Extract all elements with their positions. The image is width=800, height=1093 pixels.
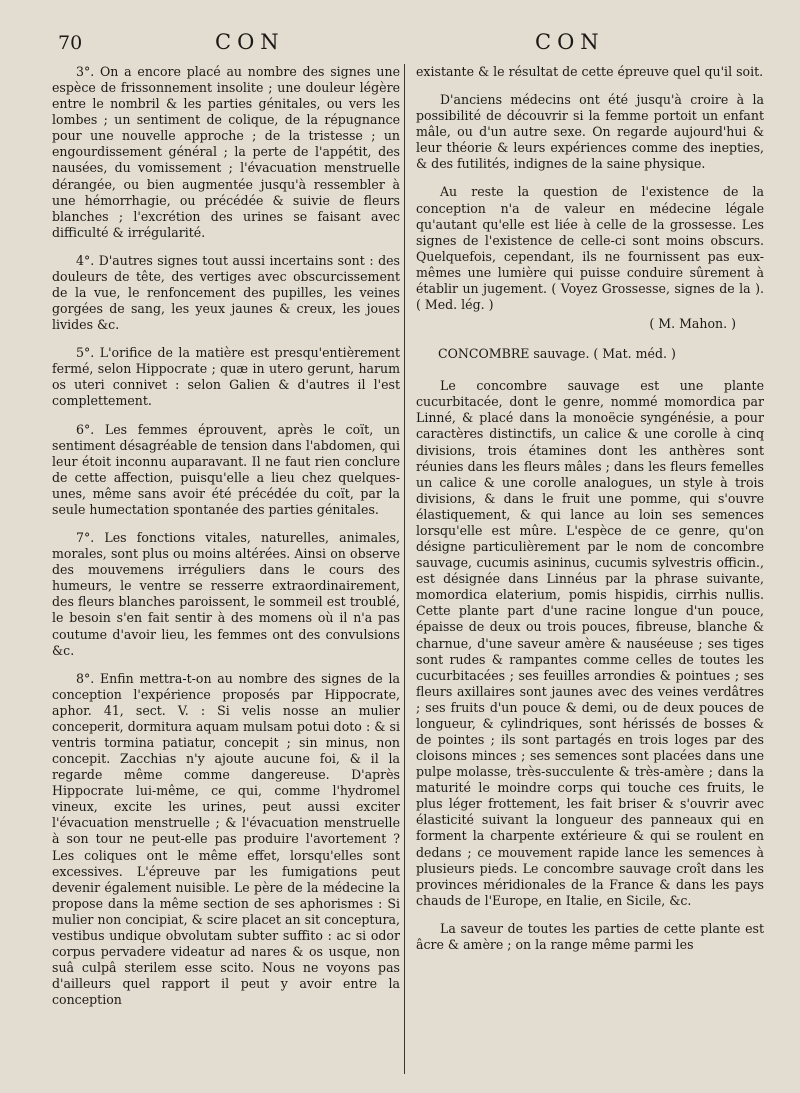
paragraph-concombre-flavor: La saveur de toutes les parties de cette plante est âcre & amère ; on la range même parmi les bbox=[416, 920, 764, 952]
paragraph-sign-4: 4°. D'autres signes tout aussi incertains sont : des douleurs de tête, des vertiges avec obscurcissement de la vue, le renfoncement des pupilles, les veines gorgées de sang, les yeux jaunes & creux, les joues livides &c. bbox=[52, 252, 400, 333]
paragraph-sign-6: 6°. Les femmes éprouvent, après le coït, un sentiment désagréable de tension dans l'abdomen, qui leur étoit inconnu auparavant. Il ne faut rien conclure de cette affection, puisqu'elle a lieu chez quelques-unes, même sans avoir été précédée du coït, par la seule humectation spontanée des parties génitales. bbox=[52, 421, 400, 517]
article-heading: CONCOMBRE sauvage. ( Mat. méd. ) bbox=[438, 346, 676, 362]
paragraph-conclusion: Au reste la question de l'existence de la conception n'a de valeur en médecine légale qu'autant qu'elle est liée à celle de la grossesse. Les signes de l'existence de celle-ci sont moins obscurs. Quelquefois, cependant, ils ne fournissent pas eux-mêmes une lumière qui puisse conduire sûrement à établir un jugement. ( Voyez Grossesse, signes de la ). ( Med. lég. ) bbox=[416, 184, 764, 313]
running-header bbox=[0, 30, 800, 60]
headword-right: CON bbox=[535, 30, 605, 54]
paragraph-continuation: existante & le résultat de cette épreuve quel qu'il soit. bbox=[416, 64, 764, 79]
paragraph-sign-7: 7°. Les fonctions vitales, naturelles, animales, morales, sont plus ou moins altérées. Ainsi on observe des mouvemens irréguliers dans le cours des humeurs, le ventre se resserre extraordinairement, des fleurs blanches paroissent, le sommeil est troublé, le besoin s'en fait sentir à des momens où il n'a pas coutume d'avoir lieu, les femmes ont des convulsions &c. bbox=[52, 530, 400, 658]
headword-left: CON bbox=[215, 30, 285, 54]
paragraph-ancient-physicians: D'anciens médecins ont été jusqu'à croire à la possibilité de découvrir si la femme portoit un enfant mâle, ou d'un autre sexe. On regarde aujourd'hui & leur théorie & leurs expériences comme des inepties, & des futilités, indignes de la saine physique. bbox=[416, 92, 764, 172]
paragraph-sign-3: 3°. On a encore placé au nombre des signes une espèce de frissonnement insolite ; une douleur légère entre le nombril & les parties génitales, ou vers les lombes ; un sentiment de colique, de la répugnance pour une nouvelle approche ; de la tristesse ; un engourdissement général ; la perte de l'appétit, des nausées, du vomissement ; l'évacuation menstruelle dérangée, ou bien augmentée jusqu'à ressembler à une hémorrhagie, ou précédée & suivie de fleurs blanches ; l'excrétion des urines se faisant avec difficulté & irrégularité. bbox=[52, 64, 400, 240]
paragraph-sign-5: 5°. L'orifice de la matière est presqu'entièrement fermé, selon Hippocrate ; quæ in utero gerunt, harum os uteri connivet : selon Galien & d'autres il l'est complettement. bbox=[52, 345, 400, 409]
paragraph-concombre-description: Le concombre sauvage est une plante cucurbitacée, dont le genre, nommé momordica par Linné, & placé dans la monoëcie syngénésie, a pour caractères distinctifs, un calice & une corolle à cinq divisions, trois étamines dont les anthères sont réunies dans les fleurs mâles ; dans les fleurs femelles un calice & une corolle analogues, un style à trois divisions, & dans le fruit une pomme, qui s'ouvre élastiquement, & qui lance au loin ses semences lorsqu'elle est mûre. L'espèce de ce genre, qu'on désigne particulièrement par le nom de concombre sauvage, cucumis asininus, cucumis sylvestris officin., est désignée dans Linnéus par la phrase suivante, momordica elaterium, pomis hispidis, cirrhis nullis. Cette plante part d'une racine longue d'un pouce, épaisse de deux ou trois pouces, fibreuse, blanche & charnue, d'une saveur amère & nauséeuse ; ses tiges sont rudes & rampantes comme celles de toutes les cucurbitacées ; ses feuilles arrondies & pointues ; ses fleurs axillaires sont jaunes avec des veines verdâtres ; ses fruits d'un pouce & demi, ou de deux pouces de longueur, & cylindriques, sont hérissés de bosses & de pointes ; ils sont partagés en trois loges par des cloisons minces ; ses semences sont placées dans une pulpe molasse, très-succulente & très-amère ; dans la maturité le moindre corps qui touche ces fruits, le plus léger frottement, les fait briser & s'ouvrir avec élasticité suivant la longueur des panneaux qui en forment la charpente extérieure & qui se roulent en dedans ; ce mouvement rapide lance les semences à plusieurs pieds. Le concombre sauvage croît dans les provinces méridionales de la France & dans les pays chauds de l'Europe, en Italie, en Sicile, &c. bbox=[416, 378, 764, 908]
paragraph-sign-8: 8°. Enfin mettra-t-on au nombre des signes de la conception l'expérience proposés par Hippocrate, aphor. 41, sect. V. : Si velis nosse an mulier conceperit, dormitura aquam mulsam potui doto : & si ventris tormina patiatur, concepit ; sin minus, non concepit. Zacchias n'y ajoute aucune foi, & il la regarde même comme dangereuse. D'après Hippocrate lui-même, ce qui, comme l'hydromel vineux, excite les urines, peut aussi exciter l'évacuation menstruelle ; & l'évacuation menstruelle à son tour ne peut-elle pas produire l'avortement ? Les coliques ont le même effet, lorsqu'elles sont excessives. L'épreuve par les fumigations peut devenir également nuisible. Le père de la médecine la propose dans la même section de ses aphorismes : Si mulier non concipiat, & scire placet an sit conceptura, vestibus undique obvolutam subter suffito : ac si odor corpus pervadere videatur ad nares & os usque, non suâ culpâ sterilem esse scito. Nous ne voyons pas d'ailleurs quel rapport il peut y avoir entre la conception bbox=[52, 670, 400, 1008]
column-divider bbox=[404, 64, 405, 1074]
author-signature: ( M. Mahon. ) bbox=[649, 316, 736, 332]
page-number: 70 bbox=[58, 32, 83, 54]
left-column bbox=[52, 64, 400, 1020]
right-column bbox=[416, 64, 764, 965]
